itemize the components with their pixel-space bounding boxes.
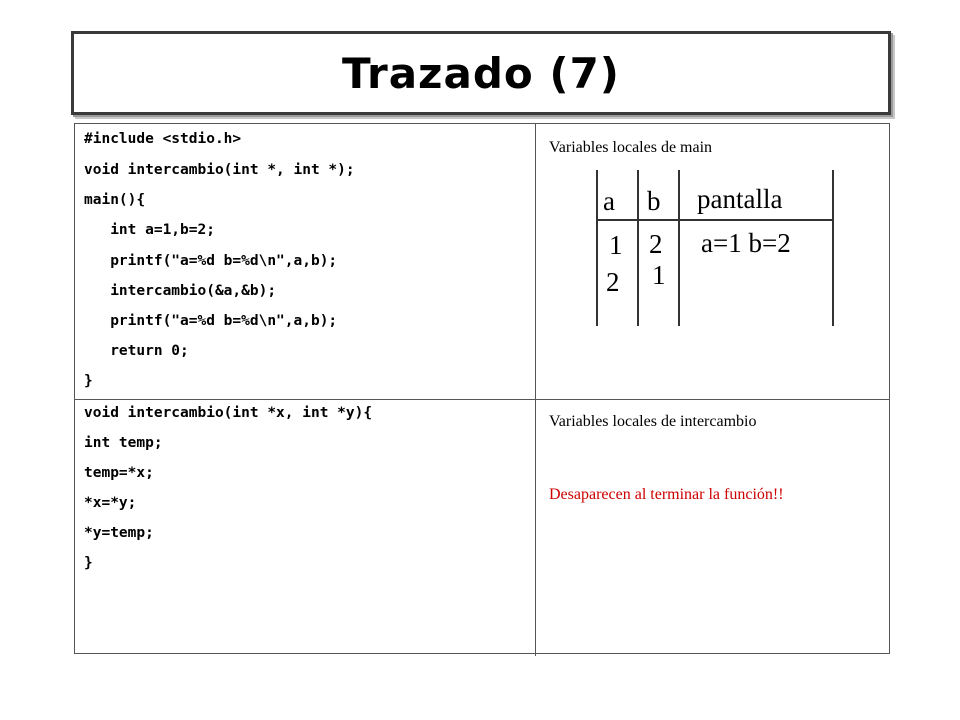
a-value: 1 <box>609 230 623 260</box>
grid-left-border <box>74 123 75 654</box>
title-box <box>71 31 891 115</box>
code-line: printf("a=%d b=%d\n",a,b); <box>84 253 338 269</box>
trace-header-underline <box>596 219 833 221</box>
code-line: printf("a=%d b=%d\n",a,b); <box>84 313 338 329</box>
trace-column-line <box>596 170 598 326</box>
grid-right-border <box>889 123 890 654</box>
code-line: int a=1,b=2; <box>84 222 215 238</box>
code-line: *y=temp; <box>84 525 154 541</box>
code-line: return 0; <box>84 343 189 359</box>
trace-column-line <box>637 170 639 326</box>
code-line: temp=*x; <box>84 465 154 481</box>
code-line: void intercambio(int *, int *); <box>84 162 355 178</box>
b-value: 1 <box>652 260 666 290</box>
slide-title: Trazado (7) <box>341 48 621 98</box>
code-line: void intercambio(int *x, int *y){ <box>84 405 373 421</box>
grid-center-divider <box>535 123 536 656</box>
grid-top-border <box>74 123 890 124</box>
code-line: main(){ <box>84 192 146 208</box>
grid-bottom-border <box>74 653 890 654</box>
code-line: intercambio(&a,&b); <box>84 283 277 299</box>
grid-middle-divider <box>74 399 890 400</box>
column-header-a: a <box>603 186 615 216</box>
code-line: } <box>84 373 93 389</box>
b-value: 2 <box>649 229 663 259</box>
a-value: 2 <box>606 267 620 297</box>
disappear-note: Desaparecen al terminar la función!! <box>549 486 784 503</box>
func-vars-heading: Variables locales de intercambio <box>549 413 757 430</box>
code-line: int temp; <box>84 435 163 451</box>
code-line: #include <stdio.h> <box>84 131 242 147</box>
code-line: } <box>84 555 93 571</box>
main-vars-heading: Variables locales de main <box>549 139 713 156</box>
trace-column-line <box>678 170 680 326</box>
screen-output: a=1 b=2 <box>701 228 791 258</box>
column-header-pantalla: pantalla <box>697 184 783 214</box>
column-header-b: b <box>647 186 661 216</box>
code-line: *x=*y; <box>84 495 137 511</box>
trace-column-line <box>832 170 834 326</box>
